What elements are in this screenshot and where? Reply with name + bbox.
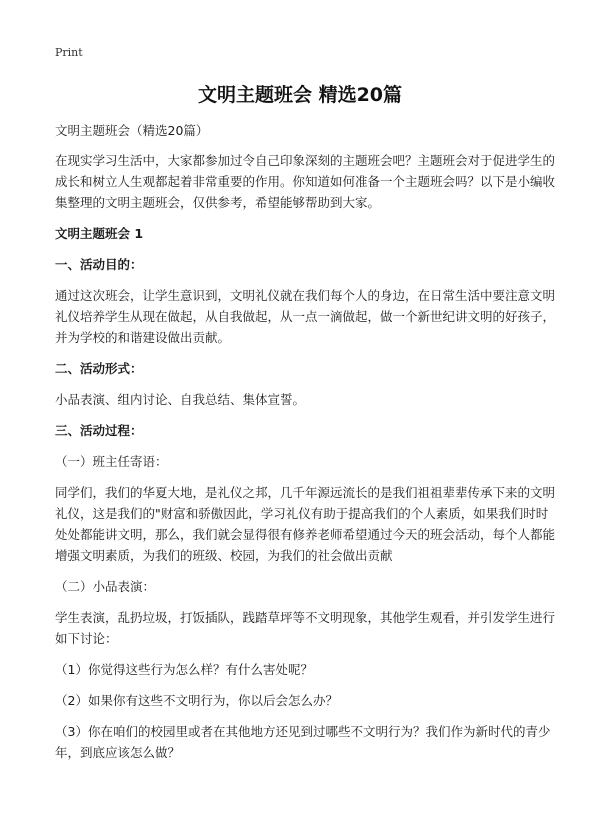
heading-activity-format: 二、活动形式： <box>55 361 143 376</box>
print-link[interactable]: Print <box>55 46 83 59</box>
paragraph-activity-purpose: 通过这次班会，让学生意识到，文明礼仪就在我们每个人的身边，在日常生活中要注意文明礼仪培养学生从现在做起，从自我做起，从一点一滴做起，做一个新世纪讲文明的好孩子，并为学校的和谐建设做出贡献。 <box>55 288 556 345</box>
subheading-skit: （二）小品表演： <box>55 579 156 594</box>
question-1: （1）你觉得这些行为怎么样？有什么害处呢？ <box>55 662 313 677</box>
paragraph-skit: 学生表演，乱扔垃圾，打饭插队，践踏草坪等不文明现象，其他学生观看，并引发学生进行如下讨论： <box>55 610 556 646</box>
question-3: （3）你在咱们的校园里或者在其他地方还见到过哪些不文明行为？我们作为新时代的青少年，到底应该怎么做？ <box>55 724 551 760</box>
document-body <box>55 120 555 773</box>
subheading-teacher-message: （一）班主任寄语： <box>55 454 168 469</box>
question-2: （2）如果你有这些不文明行为，你以后会怎么办？ <box>55 693 338 708</box>
heading-activity-process: 三、活动过程： <box>55 423 143 438</box>
paragraph-teacher-message: 同学们，我们的华夏大地，是礼仪之邦，几千年源远流长的是我们祖祖辈辈传承下来的文明礼仪，这是我们的"财富和骄傲因此，学习礼仪有助于提高我们的个人素质，如果我们时时处处都能讲文明，那么，我们就会显得很有修养老师希望通过今天的班会活动，每个人都能增强文明素质，为我们的班级、校园，为我们的社会做出贡献 <box>55 485 556 563</box>
heading-activity-purpose: 一、活动目的： <box>55 257 143 272</box>
intro-paragraph: 在现实学习生活中，大家都参加过令自己印象深刻的主题班会吧？主题班会对于促进学生的成长和树立人生观都起着非常重要的作用。你知道如何准备一个主题班会吗？以下是小编收集整理的文明主题班会，仅供参考，希望能够帮助到大家。 <box>55 153 556 210</box>
section-title: 文明主题班会 1 <box>55 226 144 241</box>
paragraph-activity-format: 小品表演、组内讨论、自我总结、集体宣誓。 <box>55 392 306 407</box>
page-title: 文明主题班会 精选20篇 <box>197 84 403 106</box>
document-subtitle: 文明主题班会（精选20篇） <box>55 123 209 138</box>
